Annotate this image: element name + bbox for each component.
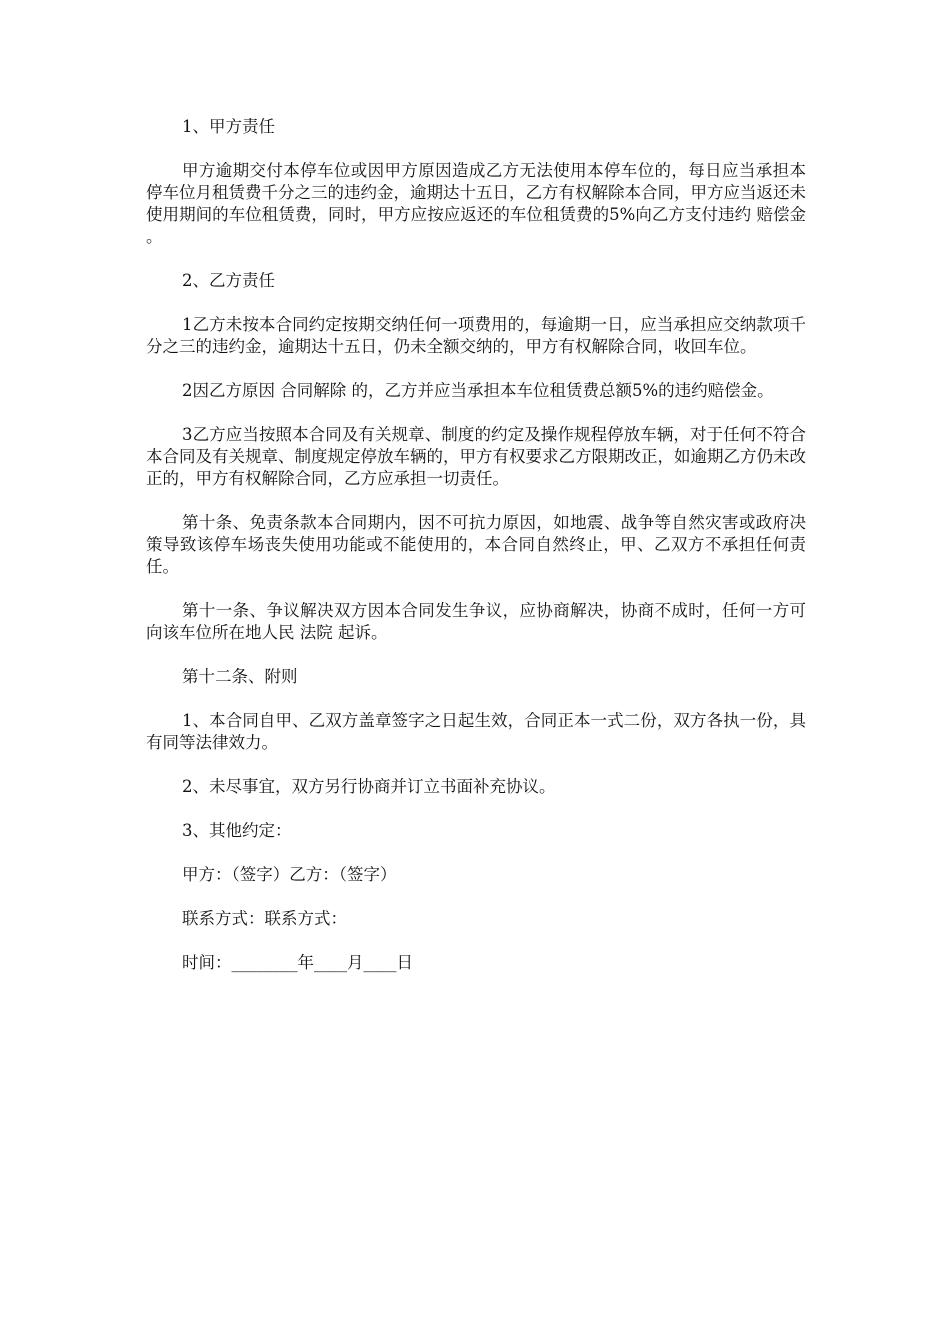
article-11-dispute-resolution: 第十一条、争议解决双方因本合同发生争议，应协商解决，协商不成时，任何一方可向该车位所在地人民 法院 起诉。 [146, 601, 806, 642]
article-10-force-majeure: 第十条、免责条款本合同期内，因不可抗力原因，如地震、战争等自然灾害或政府决策导致该停车场丧失使用功能或不能使用的，本合同自然终止，甲、乙双方不承担任何责任。 [146, 513, 806, 576]
contact-line: 联系方式：联系方式： [182, 909, 347, 928]
signature-line: 甲方：（签字）乙方：（签字） [182, 865, 397, 884]
article-12-item-3: 3、其他约定： [182, 821, 292, 840]
party-a-liability-text: 甲方逾期交付本停车位或因甲方原因造成乙方无法使用本停车位的，每日应当承担本停车位月租赁费千分之三的违约金，逾期达十五日，乙方有权解除本合同，甲方应当返还未使用期间的车位租赁费，同时，甲方应按应返还的车位租赁费的5%向乙方支付违约 赔偿金 。 [146, 161, 806, 246]
party-b-clause-1: 1乙方未按本合同约定按期交纳任何一项费用的，每逾期一日，应当承担应交纳款项千分之三的违约金，逾期达十五日，仍未全额交纳的，甲方有权解除合同，收回车位。 [146, 315, 806, 356]
section-heading-party-b-liability: 2、乙方责任 [182, 271, 275, 290]
party-b-clause-3: 3乙方应当按照本合同及有关规章、制度的约定及操作规程停放车辆，对于任何不符合本合同及有关规章、制度规定停放车辆的，甲方有权要求乙方限期改正，如逾期乙方仍未改正的，甲方有权解除合同，乙方应承担一切责任。 [146, 425, 806, 488]
party-b-clause-2: 2因乙方原因 合同解除 的，乙方并应当承担本车位租赁费总额5%的违约赔偿金。 [182, 381, 774, 400]
article-12-item-1: 1、本合同自甲、乙双方盖章签字之日起生效，合同正本一式二份，双方各执一份，具有同等法律效力。 [146, 711, 806, 752]
section-heading-party-a-liability: 1、甲方责任 [182, 117, 275, 136]
article-12-heading: 第十二条、附则 [182, 667, 298, 686]
article-12-item-2: 2、未尽事宜，双方另行协商并订立书面补充协议。 [182, 777, 556, 796]
document-body [146, 116, 806, 996]
date-line: 时间：________年____月____日 [182, 953, 413, 972]
